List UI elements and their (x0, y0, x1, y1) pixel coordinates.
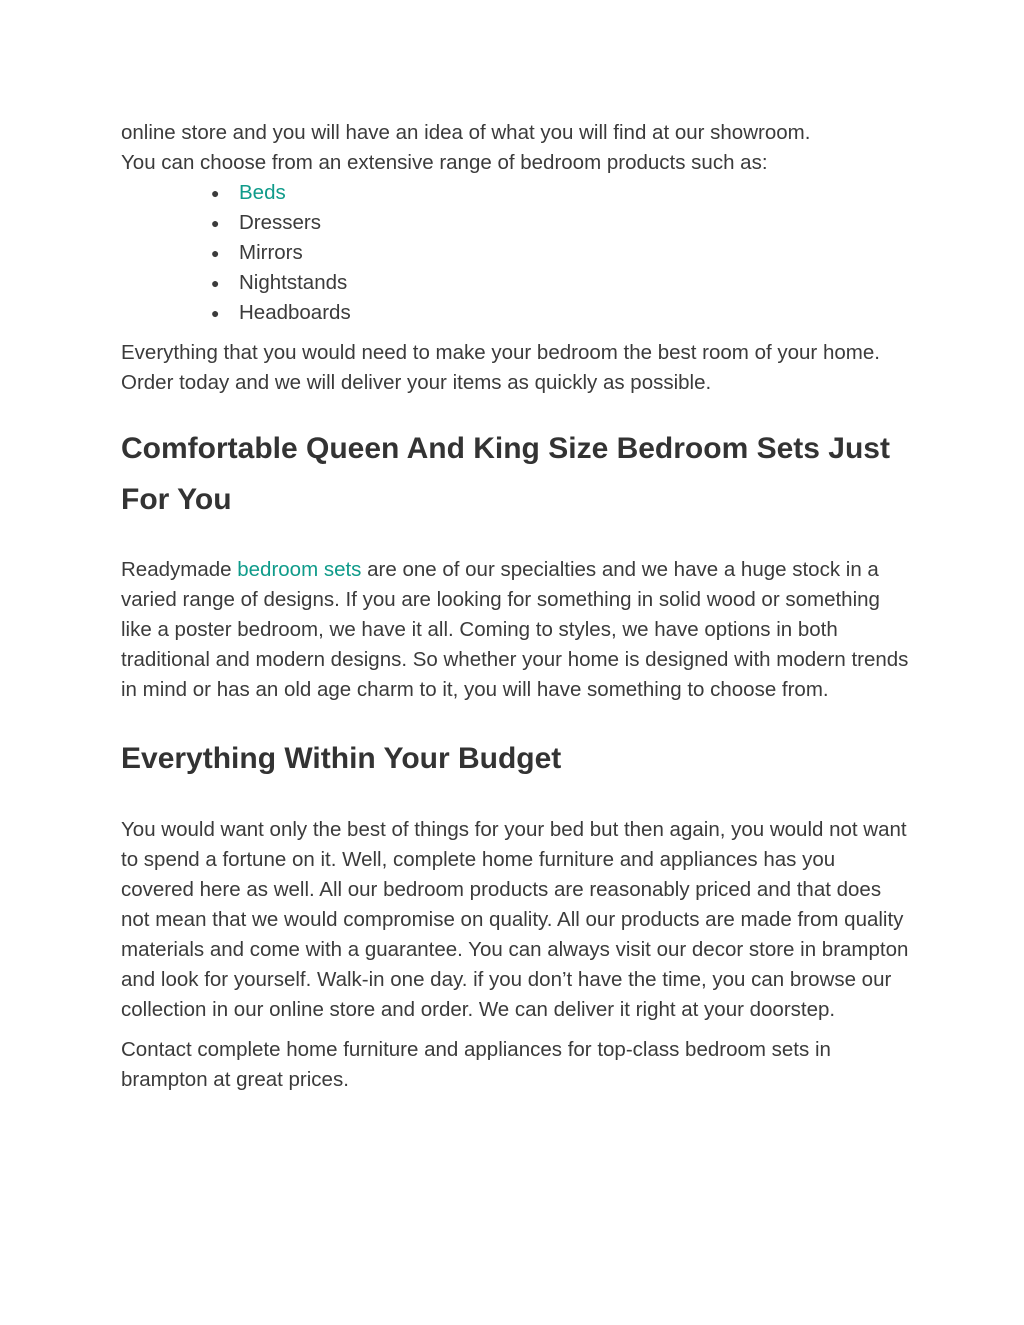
bedroom-sets-paragraph (121, 555, 911, 705)
list-item[interactable] (211, 178, 911, 208)
bullet-icon: ● (211, 245, 220, 261)
intro-line-1: online store and you will have an idea of what you will find at our showroom. (121, 121, 811, 144)
contact-paragraph: Contact complete home furniture and appliances for top-class bedroom sets in brampton at great prices. (121, 1038, 831, 1091)
bullet-icon: ● (211, 215, 220, 231)
list-item-label: Nightstands (239, 271, 348, 294)
bullet-icon: ● (211, 305, 220, 321)
product-list (121, 178, 911, 328)
budget-paragraph: You would want only the best of things for your bed but then again, you would not want to spend a fortune on it. Well, complete home furniture and appliances has you covered here as well. All our bedroom products are reasonably priced and that does not mean that we would compromise on quality. All our products are made from quality materials and come with a guarantee. You can always visit our decor store in brampton and look for yourself. Walk-in one day. if you don’t have the time, you can browse our collection in our online store and order. We can deliver it right at your doorstep. (121, 818, 909, 1021)
list-item (211, 268, 911, 298)
list-item-label: Headboards (239, 301, 351, 324)
section-heading-budget: Everything Within Your Budget (121, 742, 562, 775)
document-page (121, 118, 911, 1095)
closing-intro-paragraph: Everything that you would need to make your bedroom the best room of your home. Order today and we will deliver your items as quickly as possible. (121, 341, 880, 394)
list-item (211, 298, 911, 328)
intro-line-2: You can choose from an extensive range of bedroom products such as: (121, 151, 768, 174)
paragraph-text-lead: Readymade (121, 558, 238, 581)
list-item-label: Mirrors (239, 241, 303, 264)
bedroom-sets-link[interactable]: bedroom sets (237, 558, 362, 581)
paragraph-text-rest: are one of our specialties and we have a huge stock in a varied range of designs. If you are looking for something in solid wood or something like a poster bedroom, we have it all. Coming to styles, we have options in both traditional and modern designs. So whether your home is designed with modern trends in mind or has an old age charm to it, you will have something to choose from. (121, 558, 909, 701)
list-item (211, 238, 911, 268)
list-item-label: Dressers (239, 211, 322, 234)
beds-link[interactable]: Beds (239, 181, 286, 204)
section-heading-bedroom-sets: Comfortable Queen And King Size Bedroom Sets Just For You (121, 432, 890, 516)
intro-paragraph (121, 118, 911, 178)
list-item (211, 208, 911, 238)
bullet-icon: ● (211, 275, 220, 291)
bullet-icon: ● (211, 185, 220, 201)
